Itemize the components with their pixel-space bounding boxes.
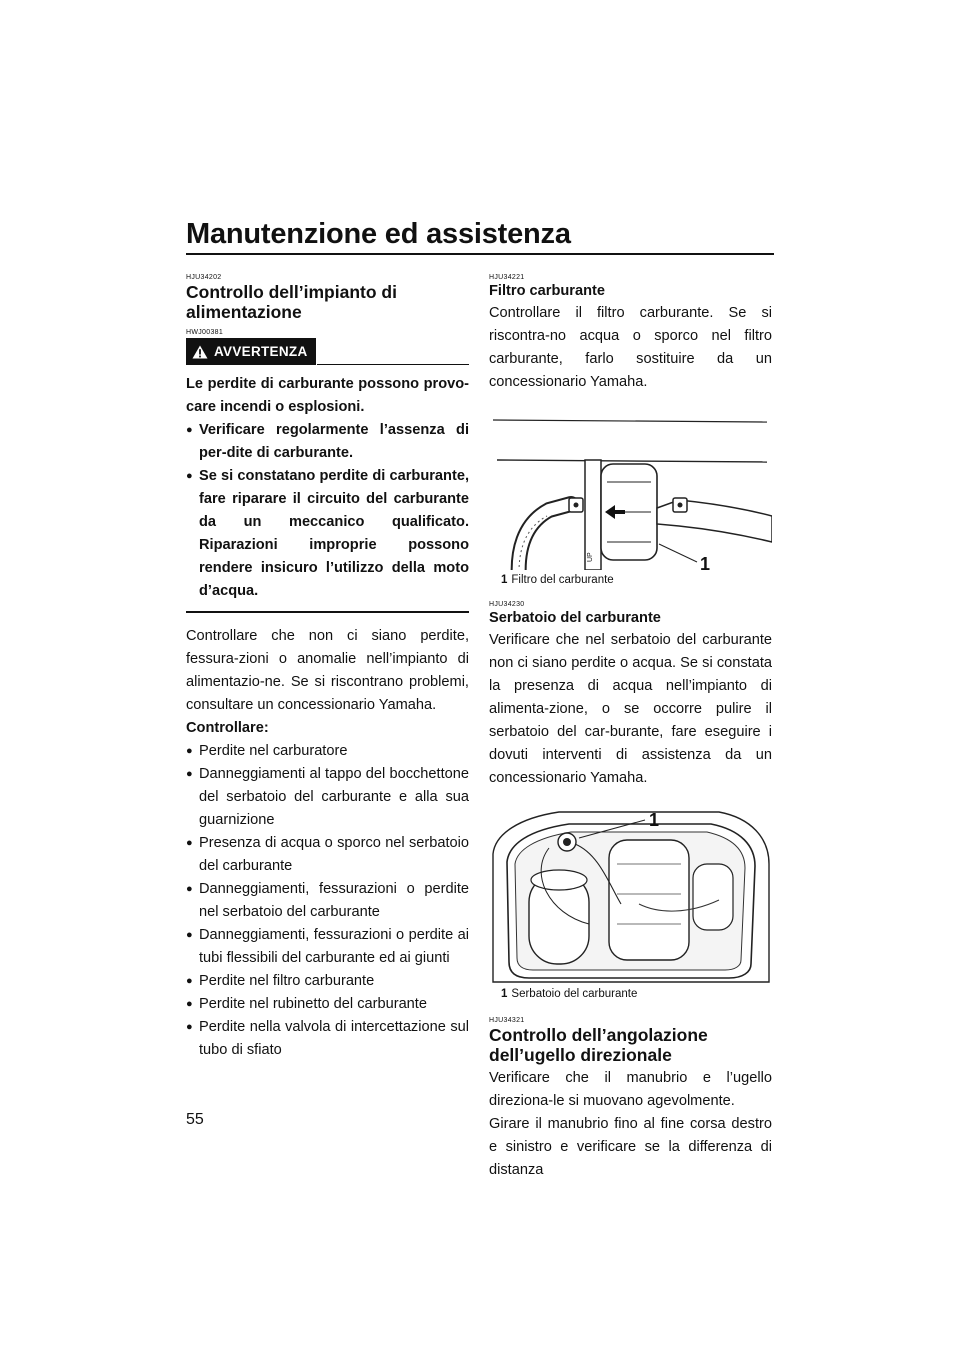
warning-code: HWJ00381: [186, 329, 224, 336]
caption-number: 1: [501, 574, 508, 586]
nozzle-paragraph-1: Verificare che il manubrio e l’ugello direziona-le si muovano agevolmente.: [489, 1070, 772, 1109]
section-code: HJU34202: [186, 274, 222, 281]
page-number: 55: [186, 1111, 204, 1128]
check-item: ● Danneggiamenti al tappo del bocchettone del serbatoio del carburante e alla sua guarnizione: [186, 763, 469, 832]
nozzle-paragraph-2: Girare il manubrio fino al fine corsa destro e sinistro e verificare se la differenza di distanza: [489, 1116, 772, 1178]
check-item: ● Danneggiamenti, fessurazioni o perdite nel serbatoio del carburante: [186, 878, 469, 924]
section-code: HJU34221: [489, 274, 525, 281]
warning-header: [186, 338, 469, 365]
fuel-tank-figure: [489, 804, 772, 1002]
section-heading-fuel-system: Controllo dell’impianto di alimentazione: [186, 282, 397, 322]
section-code: HJU34230: [489, 601, 525, 608]
left-column: [186, 273, 469, 1062]
fuel-tank-paragraph: Verificare che nel serbatoio del carburante non ci siano perdite o acqua. Se si constata la presenza di acqua nell’impianto di alimenta-zione, o se occorre pulire il serbatoio del car-burante, fare eseguire i dovuti interventi di assistenza da un concessionario Yamaha.: [489, 632, 772, 786]
up-arrow-label: UP: [587, 552, 594, 562]
page-title: Manutenzione ed assistenza: [186, 218, 571, 250]
check-item: ● Presenza di acqua o sporco nel serbatoio del carburante: [186, 832, 469, 878]
warning-list: [186, 419, 469, 603]
check-item: ● Perdite nel carburatore: [186, 740, 469, 763]
figure-caption: [489, 572, 772, 588]
fuel-system-paragraph: Controllare che non ci siano perdite, fessura-zioni o anomalie nell’impianto di alimentazio-ne. Se si riscontrano problemi, consultare un concessionario Yamaha.: [186, 628, 469, 713]
section-heading-nozzle: Controllo dell’angolazione dell’ugello direzionale: [489, 1025, 708, 1065]
right-column: [489, 273, 772, 1182]
fuel-filter-illustration: [489, 412, 772, 570]
warning-badge: [186, 338, 316, 365]
check-item: ● Perdite nel filtro carburante: [186, 970, 469, 993]
warning-triangle-icon: [192, 345, 208, 359]
check-item: ● Perdite nel rubinetto del carburante: [186, 993, 469, 1016]
check-list: [186, 740, 469, 1062]
warning-end-rule: [186, 611, 469, 613]
warning-item: ● Verificare regolarmente l’assenza di per-dite di carburante.: [186, 419, 469, 465]
section-heading-fuel-filter: Filtro carburante: [489, 283, 605, 299]
fuel-filter-paragraph: Controllare il filtro carburante. Se si riscontra-no acqua o sporco nel filtro carburante, farlo sostituire da un concessionario Yamaha.: [489, 305, 772, 390]
figure-caption: [489, 986, 772, 1002]
check-label: Controllare:: [186, 720, 269, 736]
figure-callout: 1: [700, 554, 711, 570]
caption-text: Serbatoio del carburante: [511, 988, 638, 1000]
section-heading-fuel-tank: Serbatoio del carburante: [489, 610, 661, 626]
warning-intro: Le perdite di carburante possono provo-care incendi o esplosioni.: [186, 376, 469, 415]
fuel-tank-illustration: [489, 804, 772, 984]
warning-label: AVVERTENZA: [214, 344, 308, 359]
header-rule: [186, 253, 774, 255]
figure-callout: 1: [649, 810, 660, 830]
warning-item: ● Se si constatano perdite di carburante, fare riparare il circuito del carburante da un meccanico qualificato. Riparazioni improprie possono rendere insicuro l’utilizzo della moto d’acqua.: [186, 465, 469, 603]
caption-text: Filtro del carburante: [511, 574, 614, 586]
warning-rule: [317, 364, 469, 365]
caption-number: 1: [501, 988, 508, 1000]
fuel-filter-figure: [489, 412, 772, 588]
check-item: ● Danneggiamenti, fessurazioni o perdite ai tubi flessibili del carburante ed ai giunti: [186, 924, 469, 970]
check-item: ● Perdite nella valvola di intercettazione sul tubo di sfiato: [186, 1016, 469, 1062]
warning-body: [186, 365, 469, 603]
section-code: HJU34321: [489, 1017, 525, 1024]
